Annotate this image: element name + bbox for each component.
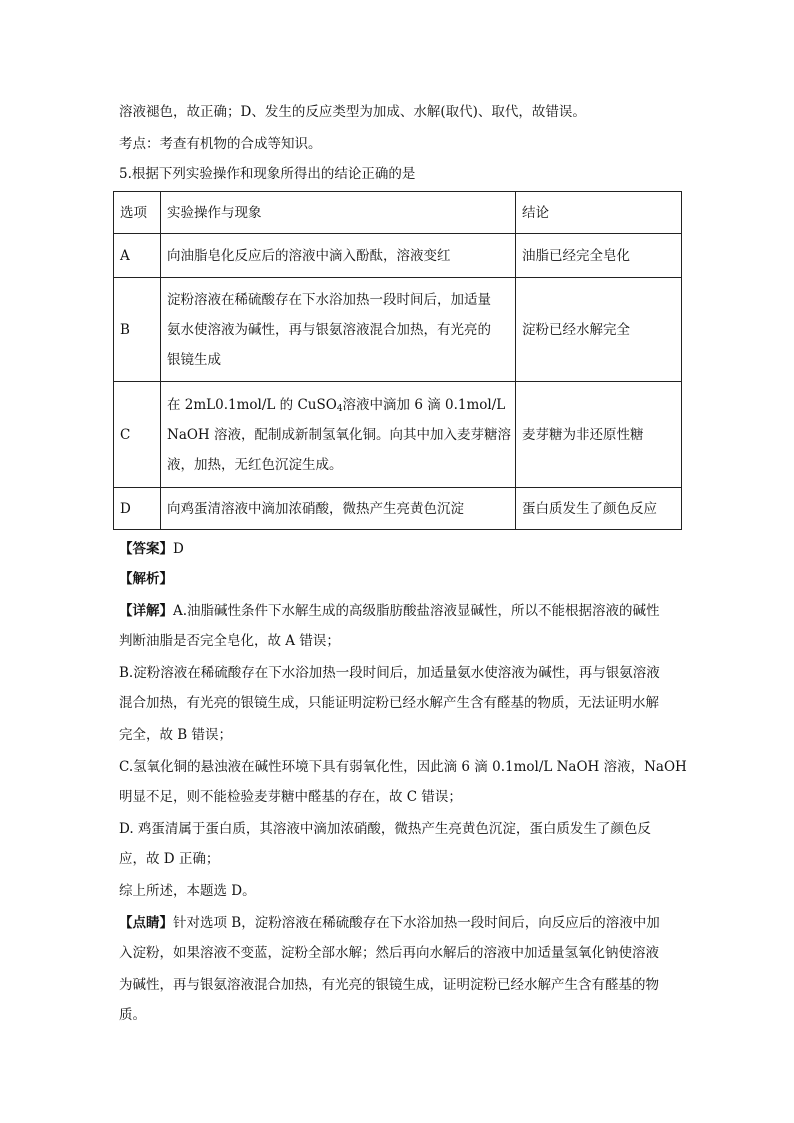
option-cell: D: [114, 488, 161, 530]
detail-text: A.油脂碱性条件下水解生成的高级脂肪酸盐溶液显碱性，所以不能根据溶液的碱性: [173, 603, 660, 619]
conclusion-cell: 油脂已经完全皂化: [516, 234, 682, 278]
intro-line-2: 考点：考查有机物的合成等知识。: [119, 136, 322, 152]
operation-line: NaOH 溶液，配制成新制氢氧化铜。向其中加入麦芽糖溶: [167, 426, 511, 443]
tip-line: 为碱性，再与银氨溶液混合加热，有光亮的银镜生成，证明淀粉已经水解产生含有醛基的物: [119, 977, 659, 993]
tip-line: 入淀粉，如果溶液不变蓝，淀粉全部水解；然后再向水解后的溶液中加适量氢氧化钠使溶液: [119, 945, 659, 961]
operation-cell: [161, 488, 516, 530]
operation-line: 液，加热，无红色沉淀生成。: [167, 456, 343, 473]
answer-line: [119, 540, 679, 558]
conclusion-cell: 麦芽糖为非还原性糖: [516, 382, 682, 488]
option-cell: B: [114, 278, 161, 382]
operation-cell: [161, 278, 516, 382]
question-title: 5.根据下列实验操作和现象所得出的结论正确的是: [119, 166, 416, 182]
detail-line: C.氢氧化铜的悬浊液在碱性环境下具有弱氧化性，因此滴 6 滴 0.1mol/L NaOH 溶液，NaOH: [119, 759, 687, 775]
tip-text: 针对选项 B，淀粉溶液在稀硫酸存在下水浴加热一段时间后，向反应后的溶液中加: [173, 915, 660, 931]
header-operation: 实验操作与现象: [161, 192, 516, 234]
header-conclusion: 结论: [516, 192, 682, 234]
operation-line: 银镜生成: [167, 351, 221, 368]
table-row-c: [114, 382, 682, 488]
detail-line: 应，故 D 正确；: [119, 851, 220, 867]
header-option: 选项: [114, 192, 161, 234]
operation-line: [167, 390, 509, 420]
summary-line: 综上所述，本题选 D。: [119, 883, 256, 899]
detail-line: [119, 602, 679, 620]
tip-line: 质。: [119, 1007, 146, 1023]
operation-line: 氨水使溶液为碱性，再与银氨溶液混合加热，有光亮的: [167, 321, 491, 338]
operation-text: 溶液中滴加 6 滴 0.1mol/L: [342, 396, 506, 413]
analysis-label: 【解析】: [119, 571, 173, 587]
table-header-row: [114, 192, 682, 234]
subscript-4: 4: [336, 403, 343, 414]
detail-line: B.淀粉溶液在稀硫酸存在下水浴加热一段时间后，加适量氨水使溶液为碱性，再与银氨溶液: [119, 665, 660, 681]
answer-value: D: [173, 541, 184, 557]
answer-label: 【答案】: [119, 541, 173, 557]
conclusion-cell: 淀粉已经水解完全: [516, 278, 682, 382]
conclusion-cell: 蛋白质发生了颜色反应: [516, 488, 682, 530]
table-row-b: [114, 278, 682, 382]
operation-line: 淀粉溶液在稀硫酸存在下水浴加热一段时间后，加适量: [167, 291, 491, 308]
option-cell: C: [114, 382, 161, 488]
operation-cell: [161, 382, 516, 488]
detail-line: 完全，故 B 错误；: [119, 727, 233, 743]
detail-line: 判断油脂是否完全皂化，故 A 错误；: [119, 633, 340, 649]
experiment-table: [113, 191, 682, 530]
operation-line: 向鸡蛋清溶液中滴加浓硝酸，微热产生亮黄色沉淀: [167, 500, 464, 517]
detail-label: 【详解】: [119, 603, 173, 619]
intro-line-1: 溶液褪色，故正确；D、发生的反应类型为加成、水解(取代)、取代，故错误。: [119, 104, 586, 120]
detail-line: 混合加热，有光亮的银镜生成，只能证明淀粉已经水解产生含有醛基的物质，无法证明水解: [119, 695, 659, 711]
table-row-a: [114, 234, 682, 278]
tip-label: 【点睛】: [119, 915, 173, 931]
operation-cell: [161, 234, 516, 278]
table-row-d: [114, 488, 682, 530]
detail-line: D. 鸡蛋清属于蛋白质，其溶液中滴加浓硝酸，微热产生亮黄色沉淀，蛋白质发生了颜色反: [119, 821, 651, 837]
tip-line: [119, 914, 679, 932]
option-cell: A: [114, 234, 161, 278]
detail-line: 明显不足，则不能检验麦芽糖中醛基的存在，故 C 错误；: [119, 789, 462, 805]
operation-text: 在 2mL0.1mol/L 的 CuSO: [167, 396, 337, 413]
operation-line: 向油脂皂化反应后的溶液中滴入酚酞，溶液变红: [167, 247, 451, 264]
